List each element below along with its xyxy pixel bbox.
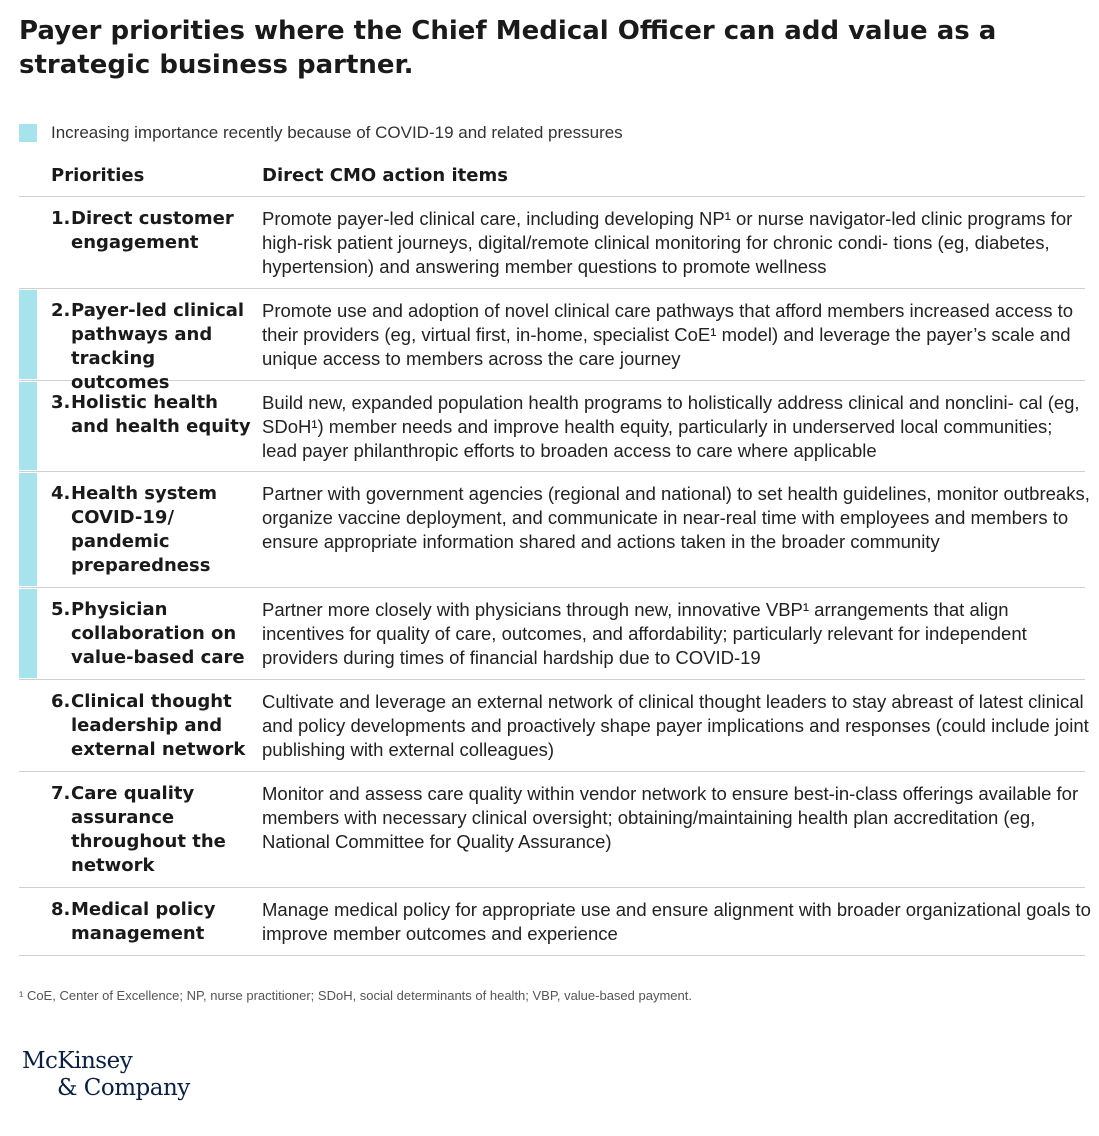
row-number: 6. <box>51 691 71 712</box>
table-row <box>19 680 1089 772</box>
table-header <box>19 156 1085 197</box>
table-row <box>19 588 1085 680</box>
table-row <box>19 888 1091 956</box>
row-action: Cultivate and leverage an external network of clinical thought leaders to stay abreast of latest clinical and policy developments and proactively shape payer implications and responses (could include joint publishing with external colleagues) <box>262 691 1089 760</box>
row-action: Partner more closely with physicians through new, innovative VBP¹ arrangements that align incentives for quality of care, outcomes, and affordability; particularly relevant for independent providers during times of financial hardship due to COVID-19 <box>262 599 1027 668</box>
row-number: 3. <box>51 392 71 413</box>
highlight-bar <box>19 382 37 470</box>
row-priority: Clinical thought leadership and external network <box>71 691 246 760</box>
row-number: 2. <box>51 300 71 321</box>
table-row <box>19 197 1085 289</box>
priorities-table <box>19 156 1091 956</box>
header-priorities: Priorities <box>51 165 145 186</box>
table-row <box>19 472 1090 588</box>
logo-line-2: & Company <box>57 1075 190 1101</box>
row-priority: Payer-led clinical pathways and tracking outcomes <box>71 300 245 393</box>
highlight-bar <box>19 290 37 379</box>
highlight-bar <box>19 473 37 586</box>
row-number: 5. <box>51 599 71 620</box>
row-action: Manage medical policy for appropriate use and ensure alignment with broader organizational goals to improve member outcomes and experience <box>262 899 1091 944</box>
table-row <box>19 381 1085 472</box>
table-row <box>19 772 1085 888</box>
row-number: 4. <box>51 483 71 504</box>
legend-swatch <box>19 124 37 142</box>
row-action: Partner with government agencies (regional and national) to set health guidelines, monitor outbreaks, organize vaccine deployment, and communicate in near-real time with employees and members to ensure appropriate information shared and actions taken in the broader community <box>262 483 1090 552</box>
row-number: 8. <box>51 899 71 920</box>
row-priority: Health system COVID-19/ pandemic preparedness <box>71 483 218 576</box>
row-priority: Medical policy management <box>71 899 216 944</box>
row-action: Promote payer-led clinical care, including developing NP¹ or nurse navigator-led clinic programs for high-risk patient journeys, digital/remote clinical monitoring for chronic condi- tions (eg, diabetes, hypertension) and answering member questions to promote wellness <box>262 208 1073 277</box>
row-action: Monitor and assess care quality within vendor network to ensure best-in-class offerings available for members with necessary clinical oversight; obtaining/maintaining health plan accreditation (eg, National Committee for Quality Assurance) <box>262 783 1079 852</box>
mckinsey-logo <box>22 1048 190 1102</box>
page-title: Payer priorities where the Chief Medical Officer can add value as a strategic business partner. <box>19 16 997 80</box>
legend-label: Increasing importance recently because of COVID-19 and related pressures <box>51 123 623 142</box>
row-number: 1. <box>51 208 71 229</box>
row-action: Build new, expanded population health programs to holistically address clinical and nonclini- cal (eg, SDoH¹) member needs and improve health equity, particularly in underserved local communities; lead payer philanthropic efforts to broaden access to care where applicable <box>262 392 1080 461</box>
legend <box>19 122 623 144</box>
logo-line-1: McKinsey <box>22 1048 133 1074</box>
row-priority: Care quality assurance throughout the network <box>71 783 226 876</box>
row-priority: Holistic health and health equity <box>71 392 251 437</box>
highlight-bar <box>19 589 37 678</box>
row-priority: Direct customer engagement <box>71 208 234 253</box>
row-number: 7. <box>51 783 71 804</box>
row-action: Promote use and adoption of novel clinical care pathways that afford members increased access to their providers (eg, virtual first, in-home, specialist CoE¹ model) and leverage the payer’s scale and unique access to members across the care journey <box>262 300 1074 369</box>
table-row <box>19 289 1085 393</box>
row-priority: Physician collaboration on value-based care <box>71 599 245 668</box>
footnote: ¹ CoE, Center of Excellence; NP, nurse practitioner; SDoH, social determinants of health; VBP, value-based payment. <box>19 988 692 1003</box>
header-actions: Direct CMO action items <box>262 165 508 186</box>
